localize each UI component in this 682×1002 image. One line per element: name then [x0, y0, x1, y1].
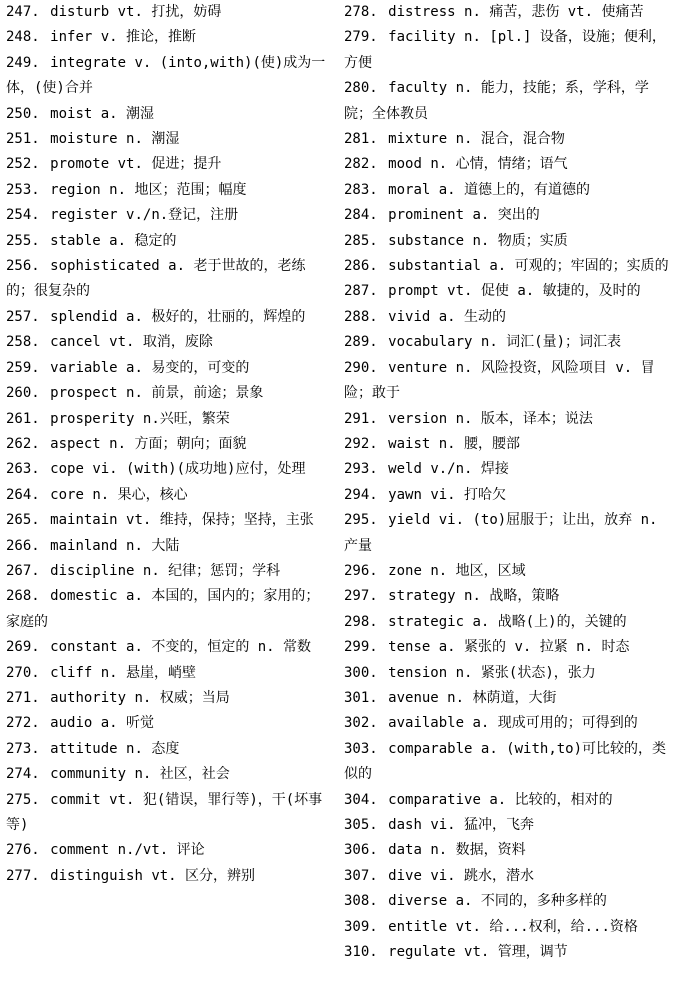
entry-definition: a. 本国的，国内的；家用的；家庭的 — [6, 588, 320, 630]
entry-number: 255. — [6, 232, 40, 249]
entry-word: attitude — [50, 740, 118, 757]
entry-definition: n. 词汇(量)；词汇表 — [480, 334, 622, 351]
entry-definition: n. 物质；实质 — [472, 232, 568, 249]
entry-number: 261. — [6, 410, 40, 427]
entry-definition: vi. (to)屈服于；让出，放弃 n. 产量 — [344, 512, 658, 554]
entry-definition: vi. 猛冲，飞奔 — [430, 817, 535, 833]
vocab-entry — [6, 330, 333, 355]
entry-number: 283. — [344, 181, 378, 198]
entry-definition: a. 可观的；牢固的；实质的 — [489, 258, 669, 275]
vocab-entry — [6, 534, 333, 559]
entry-number: 293. — [344, 461, 378, 478]
entry-word: yawn — [388, 486, 422, 503]
vocab-entry — [6, 483, 333, 508]
entry-number: 288. — [344, 308, 378, 325]
entry-word: variable — [50, 359, 118, 376]
entry-word: data — [388, 842, 422, 859]
entry-number: 254. — [6, 207, 40, 224]
vocab-entry — [6, 559, 333, 584]
vocab-entry — [6, 864, 333, 889]
vocab-entry — [6, 584, 333, 635]
entry-number: 294. — [344, 486, 378, 503]
entry-word: strategic — [388, 613, 465, 630]
entry-word: dive — [388, 867, 422, 884]
entry-word: core — [50, 486, 84, 503]
entry-number: 306. — [344, 842, 378, 859]
entry-number: 281. — [344, 131, 378, 148]
vocab-entry — [344, 889, 674, 914]
vocab-entry — [344, 279, 674, 304]
entry-word: faculty — [388, 80, 448, 97]
entry-number: 264. — [6, 486, 40, 503]
vocab-entry — [344, 584, 674, 609]
entry-number: 282. — [344, 156, 378, 173]
vocab-entry — [6, 508, 333, 533]
entry-definition: n. 社区，社会 — [134, 766, 230, 783]
entry-number: 262. — [6, 435, 40, 452]
entry-word: regulate — [388, 944, 456, 961]
vocab-entry — [344, 838, 674, 863]
entry-definition: n. 悬崖，峭壁 — [100, 664, 197, 681]
entry-definition: a. 稳定的 — [109, 232, 177, 249]
entry-number: 299. — [344, 639, 378, 656]
entry-definition: a. 道德上的，有道德的 — [438, 181, 591, 198]
entry-word: available — [388, 715, 465, 732]
entry-word: strategy — [388, 588, 456, 605]
entry-definition: a. 老于世故的，老练的；很复杂的 — [6, 258, 306, 300]
entry-number: 251. — [6, 131, 40, 148]
entry-word: cancel — [50, 334, 101, 351]
entry-number: 253. — [6, 181, 40, 198]
entry-definition: vt. 区分，辨别 — [151, 867, 256, 884]
entry-number: 290. — [344, 359, 378, 376]
entry-definition: a. (with,to)可比较的，类似的 — [344, 740, 667, 783]
entry-number: 268. — [6, 588, 40, 605]
entry-definition: a. 战略(上)的，关键的 — [472, 613, 627, 630]
entry-word: substantial — [388, 258, 481, 275]
entry-number: 304. — [344, 791, 378, 808]
entry-definition: vt. 给...权利，给...资格 — [455, 918, 638, 935]
entry-word: prosperity — [50, 410, 135, 427]
entry-number: 259. — [6, 359, 40, 376]
entry-number: 289. — [344, 334, 378, 351]
vocab-entry — [344, 407, 674, 432]
entry-word: weld — [388, 461, 422, 478]
entry-number: 305. — [344, 817, 378, 833]
vocab-entry — [6, 356, 333, 381]
entry-number: 271. — [6, 689, 40, 706]
entry-definition: n. 数据，资料 — [430, 842, 526, 859]
entry-word: region — [50, 181, 101, 198]
entry-word: prospect — [50, 385, 118, 402]
entry-word: tension — [388, 664, 448, 681]
entry-number: 276. — [6, 842, 40, 859]
vocab-entry — [6, 762, 333, 787]
entry-definition: a. 不同的，多种多样的 — [455, 893, 607, 910]
vocab-entry — [344, 864, 674, 889]
entry-definition: n. 潮湿 — [126, 131, 180, 148]
entry-word: audio — [50, 715, 93, 732]
vocab-entry — [6, 25, 333, 50]
entry-definition: n. 战略，策略 — [464, 588, 560, 605]
entry-word: stable — [50, 232, 101, 249]
vocab-entry — [6, 788, 333, 839]
left-column — [6, 0, 333, 1002]
entry-word: community — [50, 766, 127, 783]
entry-definition: a. 比较的，相对的 — [489, 791, 613, 808]
entry-number: 274. — [6, 766, 40, 783]
vocab-entry — [344, 686, 674, 711]
entry-number: 279. — [344, 29, 378, 46]
vocab-entry — [6, 203, 333, 228]
entry-number: 291. — [344, 410, 378, 427]
entry-definition: n. 方面；朝向；面貌 — [109, 435, 247, 452]
entry-number: 309. — [344, 918, 378, 935]
vocab-entry — [6, 407, 333, 432]
entry-number: 280. — [344, 80, 378, 97]
vocab-entry — [6, 432, 333, 457]
entry-word: register — [50, 207, 118, 224]
vocab-entry — [344, 305, 674, 330]
entry-number: 252. — [6, 156, 40, 173]
entry-number: 265. — [6, 512, 40, 529]
vocab-entry — [6, 381, 333, 406]
entry-word: moisture — [50, 131, 118, 148]
entry-word: constant — [50, 639, 118, 656]
entry-definition: a. 紧张的 v. 拉紧 n. 时态 — [438, 639, 630, 656]
entry-definition: n. 心情，情绪；语气 — [430, 156, 568, 173]
entry-word: version — [388, 410, 448, 427]
entry-number: 267. — [6, 562, 40, 579]
entry-word: cliff — [50, 664, 93, 681]
vocab-entry — [6, 711, 333, 736]
vocab-entry — [6, 635, 333, 660]
entry-definition: a. 听觉 — [100, 715, 155, 732]
entry-number: 266. — [6, 537, 40, 554]
entry-definition: a. 潮湿 — [100, 105, 155, 122]
vocab-entry — [6, 127, 333, 152]
vocab-entry — [344, 25, 674, 76]
entry-word: integrate — [50, 54, 127, 71]
entry-definition: a. 生动的 — [438, 308, 507, 325]
entry-number: 298. — [344, 613, 378, 630]
entry-word: distress — [388, 4, 456, 20]
entry-definition: a. 易变的，可变的 — [126, 359, 250, 376]
entry-definition: n. 风险投资，风险项目 v. 冒险；敢于 — [344, 359, 655, 402]
vocab-entry — [344, 483, 674, 508]
entry-definition: vi. 打哈欠 — [430, 486, 507, 503]
entry-word: aspect — [50, 435, 101, 452]
entry-definition: n. 果心，核心 — [92, 486, 188, 503]
vocab-entry — [344, 178, 674, 203]
entry-number: 310. — [344, 944, 378, 961]
vocab-entry — [344, 508, 674, 559]
entry-definition: n. 混合，混合物 — [455, 131, 565, 148]
entry-definition: n. 权威；当局 — [134, 689, 230, 706]
entry-definition: n. 紧张(状态)，张力 — [455, 664, 596, 681]
entry-number: 295. — [344, 512, 378, 529]
vocab-entry — [344, 127, 674, 152]
entry-definition: n. 前景，前途；景象 — [126, 385, 264, 402]
entry-word: yield — [388, 512, 431, 529]
entry-word: avenue — [388, 689, 439, 706]
entry-word: domestic — [50, 588, 118, 605]
vocab-entry — [6, 686, 333, 711]
entry-number: 303. — [344, 740, 378, 757]
vocab-entry — [344, 457, 674, 482]
entry-number: 292. — [344, 435, 378, 452]
right-column — [344, 0, 674, 1002]
vocab-entry — [6, 178, 333, 203]
entry-number: 301. — [344, 689, 378, 706]
entry-definition: vi. (with)(成功地)应付，处理 — [92, 461, 306, 478]
vocab-entry — [344, 152, 674, 177]
entry-definition: vt. 犯(错误，罪行等)，干(坏事等) — [6, 791, 323, 833]
vocab-entry — [6, 661, 333, 686]
vocab-entry — [344, 610, 674, 635]
vocab-entry — [344, 661, 674, 686]
entry-definition: n. 林荫道，大街 — [447, 689, 557, 706]
vocab-entry — [344, 915, 674, 940]
entry-word: venture — [388, 359, 448, 376]
entry-number: 297. — [344, 588, 378, 605]
vocab-entry — [344, 737, 674, 788]
entry-word: prompt — [388, 283, 439, 300]
entry-definition: a. 突出的 — [472, 207, 540, 224]
entry-number: 308. — [344, 893, 378, 910]
vocab-entry — [6, 51, 333, 102]
entry-definition: n. 腰，腰部 — [438, 435, 521, 452]
vocab-entry — [344, 559, 674, 584]
vocab-entry — [344, 940, 674, 965]
entry-number: 284. — [344, 207, 378, 224]
entry-number: 273. — [6, 740, 40, 757]
entry-number: 258. — [6, 334, 40, 351]
entry-number: 260. — [6, 385, 40, 402]
entry-word: comment — [50, 842, 110, 859]
entry-definition: n. 能力，技能；系，学科，学院；全体教员 — [344, 80, 649, 122]
entry-definition: vt. 打扰，妨碍 — [117, 4, 222, 20]
entry-number: 247. — [6, 4, 40, 20]
entry-number: 272. — [6, 715, 40, 732]
vocab-entry — [344, 711, 674, 736]
entry-definition: vi. 跳水，潜水 — [430, 867, 535, 884]
entry-word: maintain — [50, 512, 118, 529]
entry-number: 307. — [344, 867, 378, 884]
entry-definition: a. 不变的，恒定的 n. 常数 — [126, 639, 312, 656]
entry-number: 287. — [344, 283, 378, 300]
entry-definition: v. 推论，推断 — [100, 29, 197, 46]
entry-word: commit — [50, 791, 101, 808]
entry-word: moral — [388, 181, 431, 198]
entry-word: sophisticated — [50, 258, 160, 275]
entry-number: 300. — [344, 664, 378, 681]
entry-number: 275. — [6, 791, 40, 808]
vocab-entry — [344, 203, 674, 228]
vocab-entry — [344, 788, 674, 813]
vocab-entry — [344, 330, 674, 355]
entry-definition: vt. 维持，保持；坚持，主张 — [126, 512, 314, 529]
entry-word: splendid — [50, 308, 118, 325]
vocab-entry — [344, 432, 674, 457]
vocab-entry — [344, 0, 674, 25]
vocab-entry — [344, 76, 674, 127]
entry-definition: vt. 促使 a. 敏捷的，及时的 — [447, 283, 641, 300]
vocab-entry — [6, 457, 333, 482]
entry-number: 249. — [6, 54, 40, 71]
entry-definition: n. 态度 — [126, 740, 180, 757]
entry-word: prominent — [388, 207, 465, 224]
entry-definition: v./n. 焊接 — [430, 461, 509, 478]
entry-word: comparative — [388, 791, 481, 808]
entry-word: dash — [388, 817, 422, 833]
entry-word: moist — [50, 105, 93, 122]
entry-definition: n. 地区，区域 — [430, 562, 526, 579]
entry-word: mixture — [388, 131, 448, 148]
entry-word: facility — [388, 29, 456, 46]
entry-number: 286. — [344, 258, 378, 275]
vocab-entry — [344, 813, 674, 838]
entry-word: cope — [50, 461, 84, 478]
entry-word: tense — [388, 639, 431, 656]
entry-word: zone — [388, 562, 422, 579]
entry-word: disturb — [50, 4, 110, 20]
entry-definition: n.兴旺，繁荣 — [142, 410, 230, 427]
vocab-entry — [6, 229, 333, 254]
entry-definition: n. [pl.] 设备，设施；便利，方便 — [344, 29, 666, 71]
entry-number: 296. — [344, 562, 378, 579]
entry-word: substance — [388, 232, 465, 249]
entry-word: mainland — [50, 537, 118, 554]
vocab-entry — [344, 356, 674, 407]
vocab-entry — [344, 254, 674, 279]
entry-number: 257. — [6, 308, 40, 325]
entry-word: mood — [388, 156, 422, 173]
entry-number: 278. — [344, 4, 378, 20]
entry-definition: vt. 管理，调节 — [464, 944, 568, 961]
entry-number: 302. — [344, 715, 378, 732]
entry-number: 277. — [6, 867, 40, 884]
entry-definition: n./vt. 评论 — [117, 842, 205, 859]
entry-number: 256. — [6, 258, 40, 275]
entry-word: diverse — [388, 893, 448, 910]
entry-definition: vt. 促进；提升 — [117, 156, 222, 173]
entry-definition: n. 版本，译本；说法 — [455, 410, 593, 427]
entry-word: comparable — [388, 740, 473, 757]
vocab-entry — [6, 0, 333, 25]
vocab-entry — [6, 254, 333, 305]
entry-word: discipline — [50, 562, 135, 579]
vocab-entry — [6, 305, 333, 330]
entry-definition: a. 现成可用的；可得到的 — [472, 715, 638, 732]
entry-number: 269. — [6, 639, 40, 656]
entry-word: waist — [388, 435, 431, 452]
entry-definition: a. 极好的，壮丽的，辉煌的 — [126, 308, 306, 325]
entry-definition: vt. 取消，废除 — [109, 334, 213, 351]
entry-word: infer — [50, 29, 93, 46]
entry-definition: n. 大陆 — [126, 537, 180, 554]
entry-definition: v./n.登记，注册 — [126, 207, 239, 224]
vocab-entry — [6, 102, 333, 127]
entry-definition: n. 地区；范围；幅度 — [109, 181, 247, 198]
entry-number: 263. — [6, 461, 40, 478]
entry-definition: v. (into,with)(使)成为一体，(使)合并 — [6, 54, 326, 97]
entry-word: entitle — [388, 918, 448, 935]
entry-word: distinguish — [50, 867, 143, 884]
entry-number: 270. — [6, 664, 40, 681]
entry-number: 248. — [6, 29, 40, 46]
entry-word: vocabulary — [388, 334, 473, 351]
vocab-entry — [6, 737, 333, 762]
vocab-entry — [6, 838, 333, 863]
entry-definition: n. 痛苦，悲伤 vt. 使痛苦 — [464, 4, 644, 20]
entry-definition: n. 纪律；惩罚；学科 — [142, 562, 281, 579]
entry-word: vivid — [388, 308, 431, 325]
entry-number: 250. — [6, 105, 40, 122]
vocab-entry — [344, 635, 674, 660]
entry-word: authority — [50, 689, 127, 706]
entry-number: 285. — [344, 232, 378, 249]
vocab-entry — [6, 152, 333, 177]
entry-word: promote — [50, 156, 110, 173]
vocab-entry — [344, 229, 674, 254]
